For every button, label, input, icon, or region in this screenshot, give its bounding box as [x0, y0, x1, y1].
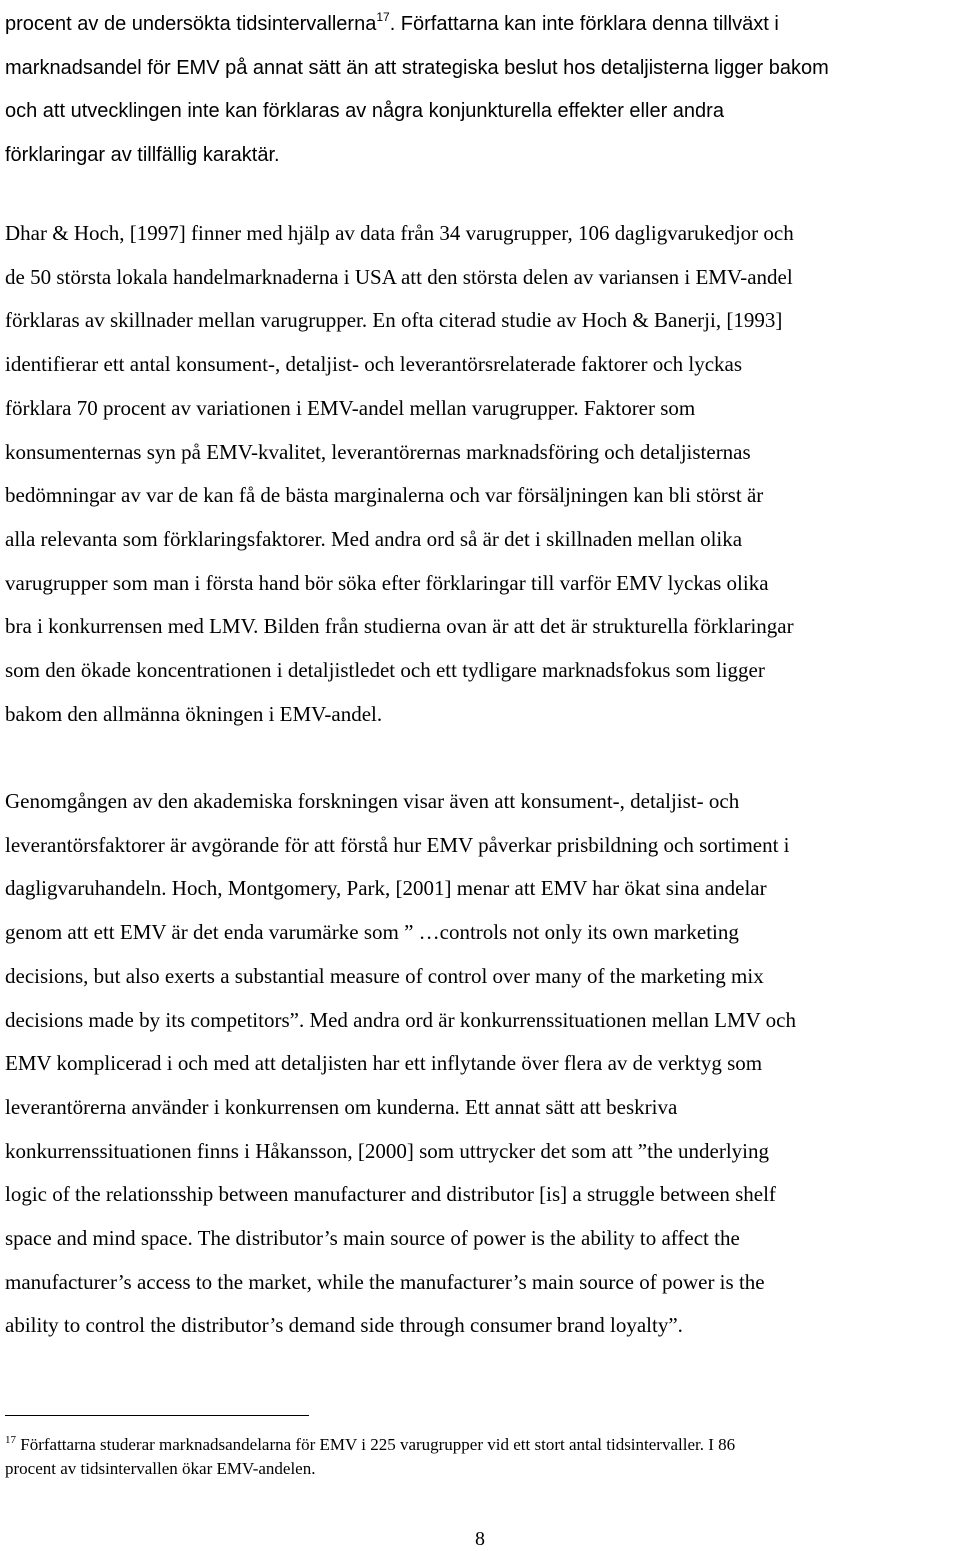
paragraph-3 — [5, 780, 796, 1348]
footnote — [5, 1428, 735, 1481]
paragraph-3-line: leverantörsfaktorer är avgörande för att förstå hur EMV påverkar prisbildning och sortiment i — [5, 832, 790, 857]
paragraph-3-line: space and mind space. The distributor’s main source of power is the ability to affect the — [5, 1226, 740, 1251]
paragraph-2-line: Dhar & Hoch, [1997] finner med hjälp av data från 34 varugrupper, 106 dagligvarukedjor och — [5, 221, 794, 245]
paragraph-3-line: ability to control the distributor’s demand side through consumer brand loyalty”. — [5, 1313, 683, 1338]
paragraph-2-line: varugrupper som man i första hand bör söka efter förklaringar till varför EMV lyckas olika — [5, 570, 769, 595]
footnote-line: procent av tidsintervallen ökar EMV-andelen. — [5, 1459, 316, 1478]
footnote-number: 17 — [5, 1434, 16, 1446]
paragraph-1-line — [5, 0, 829, 47]
paragraph-3-line: leverantörerna använder i konkurrensen om kunderna. Ett annat sätt att beskriva — [5, 1094, 678, 1119]
paragraph-1-line: marknadsandel för EMV på annat sätt än att strategiska beslut hos detaljisterna ligger bakom — [5, 56, 829, 79]
paragraph-2-line: som den ökade koncentrationen i detaljistledet och ett tydligare marknadsfokus som ligger — [5, 658, 765, 683]
paragraph-1-line: och att utvecklingen inte kan förklaras av några konjunkturella effekter eller andra — [5, 100, 724, 123]
paragraph-3-line: konkurrenssituationen finns i Håkansson, [2000] som uttrycker det som att ”the underlying — [5, 1138, 770, 1163]
paragraph-2-line: de 50 största lokala handelmarknaderna i USA att den största delen av variansen i EMV-andel — [5, 264, 793, 289]
paragraph-3-line: decisions, but also exerts a substantial measure of control over many of the marketing mix — [5, 963, 764, 988]
paragraph-3-line: decisions made by its competitors”. Med andra ord är konkurrenssituationen mellan LMV och — [5, 1007, 797, 1032]
paragraph-1 — [5, 0, 829, 178]
footnote-separator — [5, 1415, 309, 1416]
paragraph-3-line: Genomgången av den akademiska forskningen visar även att konsument-, detaljist- och — [5, 789, 740, 813]
paragraph-3-line: logic of the relationsship between manufacturer and distributor [is] a struggle between shelf — [5, 1182, 776, 1207]
paragraph-2-line: förklara 70 procent av variationen i EMV-andel mellan varugrupper. Faktorer som — [5, 395, 696, 420]
paragraph-3-line: dagligvaruhandeln. Hoch, Montgomery, Park, [2001] menar att EMV har ökat sina andelar — [5, 876, 767, 901]
line-text: procent av de undersökta tidsintervallerna — [5, 13, 377, 35]
footnote-text: Författarna studerar marknadsandelarna för EMV i 225 varugrupper vid ett stort antal tidsintervaller. I 86 — [16, 1435, 736, 1454]
paragraph-2-line: bedömningar av var de kan få de bästa marginalerna och var försäljningen kan bli störst är — [5, 483, 764, 508]
paragraph-2-line: konsumenternas syn på EMV-kvalitet, leverantörernas marknadsföring och detaljisternas — [5, 439, 751, 464]
line-text: . Författarna kan inte förklara denna tillväxt i — [389, 13, 779, 35]
footnote-reference: 17 — [376, 10, 390, 24]
paragraph-2 — [5, 212, 794, 736]
footnote-line — [5, 1428, 735, 1457]
paragraph-1-line: förklaringar av tillfällig karaktär. — [5, 144, 280, 167]
paragraph-3-line: EMV komplicerad i och med att detaljisten har ett inflytande över flera av de verktyg som — [5, 1051, 763, 1076]
paragraph-2-line: alla relevanta som förklaringsfaktorer. Med andra ord så är det i skillnaden mellan olika — [5, 526, 743, 551]
paragraph-3-line: genom att ett EMV är det enda varumärke som ” …controls not only its own marketing — [5, 920, 739, 945]
paragraph-2-line: förklaras av skillnader mellan varugrupper. En ofta citerad studie av Hoch & Banerji, [1993] — [5, 308, 783, 333]
paragraph-3-line: manufacturer’s access to the market, while the manufacturer’s main source of power is the — [5, 1269, 765, 1294]
paragraph-2-line: identifierar ett antal konsument-, detaljist- och leverantörsrelaterade faktorer och lyckas — [5, 352, 743, 377]
paragraph-2-line: bra i konkurrensen med LMV. Bilden från studierna ovan är att det är strukturella förklaringar — [5, 614, 794, 639]
paragraph-2-line: bakom den allmänna ökningen i EMV-andel. — [5, 701, 383, 726]
page-number: 8 — [475, 1528, 485, 1550]
